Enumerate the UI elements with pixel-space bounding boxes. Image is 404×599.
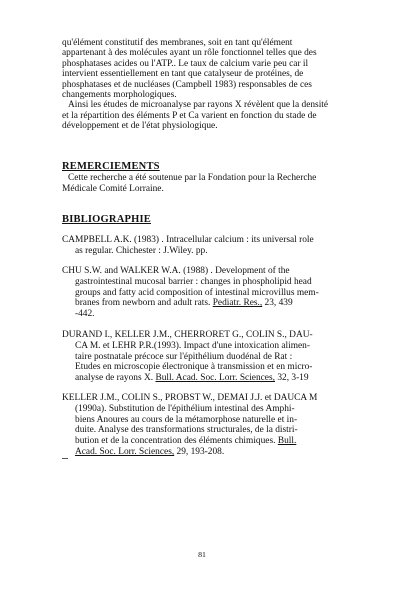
reference-line: CA M. et LEHR P.R.(1993). Impact d'une intoxication alimen- — [75, 340, 310, 351]
reference-entry — [62, 235, 352, 257]
journal-name: Acad. Soc. Lorr. Sciences, — [75, 446, 175, 457]
reference-entry — [62, 266, 352, 320]
text-line: changements morphologiques. — [62, 90, 177, 101]
text-line: développement et de l'état physiologique. — [62, 121, 218, 132]
journal-name: Pediatr. Res., — [212, 298, 263, 309]
reference-line: KELLER J.M., COLIN S., PROBST W., DEMAI J.J. et DAUCA M — [62, 393, 318, 403]
bibliography-heading: BIBLIOGRAPHIE — [62, 214, 151, 225]
text-line: Cette recherche a été soutenue par la Fondation pour la Recherche — [68, 173, 317, 183]
reference-volume: 29, 193-208. — [174, 446, 225, 457]
reference-volume: 23, 439 — [262, 298, 293, 309]
reference-line: as regular. Chichester : J.Wiley. pp. — [75, 245, 208, 256]
intro-paragraph — [62, 38, 352, 132]
reference-line: CHU S.W. and WALKER W.A. (1988) . Development of the — [62, 266, 290, 276]
reference-line: duite. Analyse des transformations structurales, de la distri- — [75, 425, 298, 436]
reference-volume: 32, 3-19 — [274, 373, 309, 384]
text-line: Médicale Comité Lorraine. — [62, 183, 164, 194]
reference-entry — [62, 393, 352, 458]
journal-name: Bull. Acad. Soc. Lorr. Sciences, — [155, 373, 275, 384]
reference-line — [62, 298, 352, 309]
reference-line: -442. — [75, 309, 95, 320]
text-line: phosphatases acides ou l'ATP.. Le taux de calcium varie peu car il — [62, 58, 309, 69]
page-number: 81 — [198, 550, 206, 559]
reference-line: taire postnatale précoce sur l'épithélium duodénal de Rat : — [75, 351, 293, 362]
reference-line: gastrointestinal mucosal barrier : changes in phospholipid head — [75, 276, 312, 287]
text-line: appartenant à des molécules ayant un rôle fonctionnel telles que des — [62, 48, 317, 59]
reference-line: Etudes en microscopie électronique à transmission et en micro- — [75, 362, 313, 373]
reference-line-text: branes from newborn and adult rats. — [75, 298, 211, 309]
reference-line: (1990a). Substitution de l'épithélium intestinal des Amphi- — [75, 403, 295, 414]
reference-line — [62, 373, 352, 384]
acknowledgements-text — [62, 173, 352, 194]
reference-line — [62, 436, 352, 447]
text-line: et la répartition des éléments P et Ca varient en fonction du stade de — [62, 110, 317, 121]
reference-entry — [62, 330, 352, 384]
divider — [62, 458, 68, 459]
reference-line-text: bution et de la concentration des éléments chimiques. — [75, 436, 276, 447]
reference-line: groups and fatty acid composition of intestinal microvillus mem- — [75, 287, 319, 298]
reference-line-text: analyse de rayons X. — [75, 373, 154, 384]
text-line: intervient essentiellement en tant que catalyseur de protéines, de — [62, 69, 304, 80]
reference-line: CAMPBELL A.K. (1983) . Intracellular calcium : its universal role — [62, 235, 314, 245]
journal-name: Bull. — [277, 436, 297, 447]
text-line: qu'élément constitutif des membranes, soit en tant qu'élément — [62, 38, 293, 48]
reference-line — [62, 447, 352, 458]
reference-line: DURAND I., KELLER J.M., CHERRORET G., COLIN S., DAU- — [62, 330, 313, 340]
reference-line: biens Anoures au cours de la métamorphose naturelle et in- — [75, 414, 298, 425]
text-line: phosphatases et de nucléases (Campbell 1983) responsables de ces — [62, 79, 312, 90]
acknowledgements-heading: REMERCIEMENTS — [62, 161, 160, 172]
text-line: Ainsi les études de microanalyse par rayons X révèlent que la densité — [68, 100, 329, 111]
